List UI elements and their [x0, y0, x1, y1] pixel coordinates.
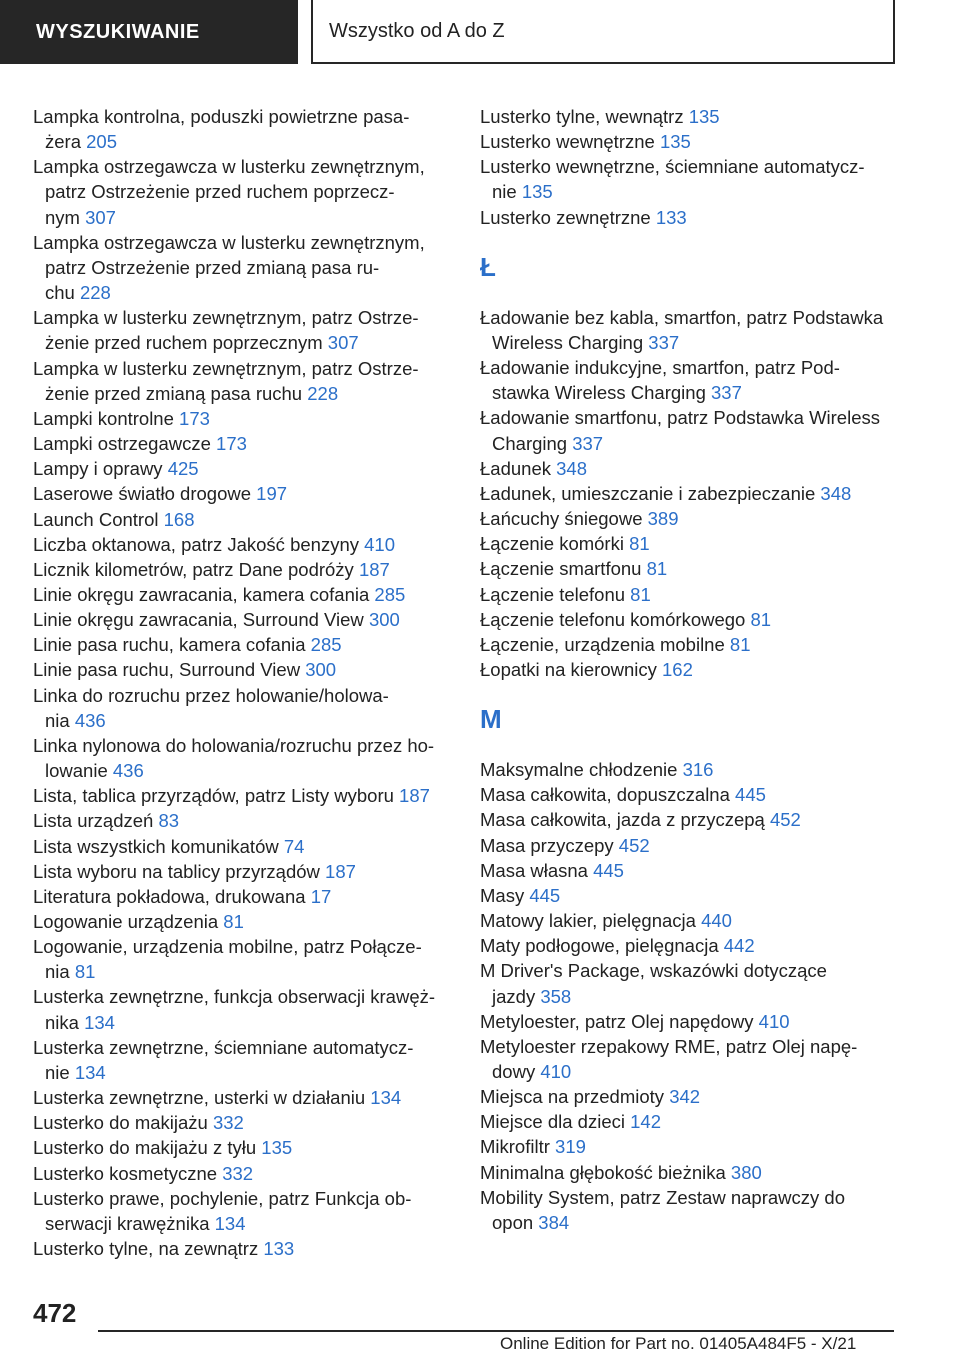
index-entry [33, 733, 453, 783]
entry-text: Łańcuchy śniegowe [480, 508, 643, 530]
entry-text: żera [45, 131, 81, 153]
entry-text: Laserowe światło drogowe [33, 483, 252, 505]
entry-text: Łączenie telefonu [480, 583, 626, 605]
page-link[interactable]: 410 [758, 1010, 790, 1032]
index-entry [33, 356, 453, 406]
page-link[interactable]: 135 [659, 131, 691, 153]
page-link[interactable]: 337 [572, 432, 604, 454]
entry-text: Masa całkowita, dopuszczalna [480, 784, 730, 806]
page-link[interactable]: 358 [540, 985, 572, 1007]
entry-text: Lusterka zewnętrzne, usterki w działaniu [33, 1087, 366, 1109]
page-link[interactable]: 187 [325, 860, 356, 882]
index-entry [480, 807, 930, 832]
entry-text: Metyloester, patrz Olej napędowy [480, 1010, 754, 1032]
index-entry [480, 883, 930, 908]
index-entry [33, 1161, 453, 1186]
index-column-right [480, 104, 930, 1235]
entry-text: jazdy [492, 985, 536, 1007]
entry-text: serwacji krawężnika [45, 1212, 210, 1234]
entry-text: Ładowanie bez kabla, smartfon, patrz Podstawka [480, 306, 884, 328]
index-entry [480, 154, 930, 204]
page-link[interactable]: 332 [222, 1162, 254, 1184]
entry-text: Miejsce dla dzieci [480, 1111, 625, 1133]
index-entry [33, 1135, 453, 1160]
entry-text: Ładunek [480, 457, 551, 479]
entry-text: Ładunek, umieszczanie i zabezpieczanie [480, 482, 816, 504]
entry-text: Linie okręgu zawracania, kamera cofania [33, 583, 370, 605]
index-column-left [33, 104, 453, 1261]
index-entry [33, 1186, 453, 1236]
page-link[interactable]: 307 [327, 332, 359, 354]
page-link[interactable]: 445 [735, 784, 766, 806]
index-group-l-stroke [480, 305, 930, 682]
index-entry [480, 582, 930, 607]
entry-text: Lusterko wewnętrzne, ściemniane automatycz- [480, 156, 865, 178]
index-entry [33, 934, 453, 984]
page-number: 472 [33, 1298, 77, 1328]
index-entry [480, 481, 930, 506]
entry-text: Lampka ostrzegawcza w lusterku zewnętrznym, [33, 231, 425, 253]
entry-text: Lusterko prawe, pochylenie, patrz Funkcja ob- [33, 1187, 412, 1209]
page-link[interactable]: 187 [358, 558, 390, 580]
entry-text: Łączenie komórki [480, 533, 624, 555]
entry-text: Charging [492, 432, 568, 454]
entry-text: Mikrofiltr [480, 1136, 550, 1158]
page-link[interactable]: 440 [701, 910, 732, 932]
index-entry [480, 1160, 930, 1185]
page-link[interactable]: 452 [618, 834, 650, 856]
section-tab[interactable]: WYSZUKIWANIE [0, 0, 298, 64]
index-entry [480, 833, 930, 858]
entry-text: Masa przyczepy [480, 834, 614, 856]
entry-text: Lusterko zewnętrzne [480, 206, 651, 228]
index-entry [480, 1034, 930, 1084]
page-link[interactable]: 81 [223, 911, 244, 932]
entry-text: Ładowanie smartfonu, patrz Podstawka Wireless [480, 407, 880, 429]
entry-text: Liczba oktanowa, patrz Jakość benzyny [33, 533, 359, 555]
index-entry [33, 557, 453, 582]
page-link[interactable]: 300 [305, 659, 337, 681]
page-link[interactable]: 81 [630, 583, 651, 605]
page-link[interactable]: 134 [84, 1011, 115, 1033]
page-link[interactable]: 380 [730, 1161, 762, 1183]
index-entry [33, 104, 453, 154]
index-entry [33, 834, 453, 859]
index-entry [33, 657, 453, 682]
entry-text: Masa całkowita, jazda z przyczepą [480, 809, 765, 831]
section-letter-l: Ł [480, 251, 496, 282]
entry-text: Lusterko wewnętrzne [480, 131, 655, 153]
index-entry [480, 782, 930, 807]
page-link[interactable]: 384 [538, 1211, 570, 1233]
page-link[interactable]: 307 [85, 206, 116, 228]
page-link[interactable]: 389 [647, 508, 679, 530]
index-entry [480, 657, 930, 682]
entry-text: Maksymalne chłodzenie [480, 759, 678, 781]
index-entry [480, 908, 930, 933]
entry-text: Lusterka zewnętrzne, ściemniane automatycz- [33, 1036, 414, 1058]
entry-text: Lista, tablica przyrządów, patrz Listy wyboru [33, 785, 394, 807]
entry-text: Miejsca na przedmioty [480, 1086, 665, 1108]
page-link[interactable]: 452 [769, 809, 801, 831]
page-link[interactable]: 285 [310, 634, 342, 656]
page-link[interactable]: 425 [167, 458, 199, 480]
entry-text: Linka do rozruchu przez holowanie/holowa- [33, 684, 389, 706]
entry-text: M Driver's Package, wskazówki dotyczące [480, 960, 827, 982]
index-entry [33, 1236, 453, 1261]
entry-text: Lista urządzeń [33, 810, 154, 832]
page-link[interactable]: 168 [163, 508, 195, 530]
page-link[interactable]: 173 [179, 407, 210, 429]
index-entry [33, 456, 453, 481]
entry-text: Łączenie telefonu komórkowego [480, 608, 746, 630]
entry-text: patrz Ostrzeżenie przed ruchem poprzecz- [45, 181, 395, 203]
index-entry [480, 104, 930, 129]
index-entry [33, 532, 453, 557]
page-link[interactable]: 133 [655, 206, 687, 228]
index-entry [480, 305, 930, 355]
entry-text: Lampy i oprawy [33, 458, 163, 480]
page-link[interactable]: 205 [86, 131, 118, 153]
entry-text: Lusterko kosmetyczne [33, 1162, 218, 1184]
entry-text: Lusterko tylne, na zewnątrz [33, 1238, 259, 1260]
entry-text: Linie okręgu zawracania, Surround View [33, 609, 364, 631]
entry-text: nie [45, 1061, 70, 1083]
chapter-title: Wszystko od A do Z [311, 0, 895, 64]
entry-text: Linie pasa ruchu, Surround View [33, 659, 301, 681]
index-entry [33, 607, 453, 632]
page-link[interactable]: 74 [283, 835, 305, 857]
index-entry [480, 405, 930, 455]
page-link[interactable]: 410 [540, 1061, 572, 1082]
entry-text: Lusterka zewnętrzne, funkcja obserwacji krawęż- [33, 986, 436, 1008]
entry-text: Lampka ostrzegawcza w lusterku zewnętrznym, [33, 156, 425, 178]
page-link[interactable]: 81 [750, 608, 772, 630]
entry-text: stawka Wireless Charging [492, 382, 706, 404]
page-link[interactable]: 316 [682, 759, 714, 781]
page-link[interactable]: 134 [214, 1212, 246, 1234]
entry-text: Lusterko tylne, wewnątrz [480, 106, 684, 127]
index-entry [33, 632, 453, 657]
entry-text: opon [492, 1211, 534, 1233]
entry-text: nia [45, 709, 70, 731]
page-link[interactable]: 81 [646, 558, 668, 580]
entry-text: dowy [492, 1061, 536, 1082]
index-entry [33, 808, 453, 833]
entry-text: lowanie [45, 760, 108, 782]
entry-text: nia [45, 961, 70, 983]
page-link[interactable]: 337 [648, 331, 680, 353]
index-entry [33, 884, 453, 909]
entry-text: Łopatki na kierownicy [480, 658, 657, 680]
index-entry [480, 607, 930, 632]
index-entry [33, 1110, 453, 1135]
page-link[interactable]: 436 [74, 709, 106, 731]
index-entry [480, 958, 930, 1008]
entry-text: Licznik kilometrów, patrz Dane podróży [33, 558, 354, 580]
page-link[interactable]: 81 [629, 533, 650, 555]
entry-text: Minimalna głębokość bieżnika [480, 1161, 726, 1183]
index-entry [33, 582, 453, 607]
index-entry [480, 129, 930, 154]
entry-text: Lampka kontrolna, poduszki powietrzne pasa- [33, 106, 410, 127]
page-link[interactable]: 135 [688, 106, 720, 127]
index-entry [33, 431, 453, 456]
entry-text: Logowanie urządzenia [33, 911, 219, 932]
entry-text: Lampka w lusterku zewnętrznym, patrz Ostrze- [33, 307, 419, 329]
index-entry [480, 757, 930, 782]
page-link[interactable]: 83 [158, 810, 180, 832]
index-entry [33, 984, 453, 1034]
entry-text: Lusterko do makijażu z tyłu [33, 1137, 257, 1159]
entry-text: Literatura pokładowa, drukowana [33, 885, 306, 907]
entry-text: Launch Control [33, 508, 159, 530]
index-entry [480, 933, 930, 958]
page-link[interactable]: 173 [216, 433, 247, 455]
index-entry [480, 1109, 930, 1134]
entry-text: Masy [480, 884, 525, 906]
index-entry [33, 909, 453, 934]
index-entry [480, 506, 930, 531]
entry-text: Linie pasa ruchu, kamera cofania [33, 634, 306, 656]
index-entry [480, 1134, 930, 1159]
page-link[interactable]: 319 [555, 1136, 586, 1158]
entry-text: Lampka w lusterku zewnętrznym, patrz Ostrze- [33, 357, 419, 379]
entry-text: żenie przed zmianą pasa ruchu [45, 382, 303, 404]
index-entry [480, 205, 930, 230]
page-link[interactable]: 285 [374, 583, 406, 605]
index-entry [480, 355, 930, 405]
index-entry [480, 1084, 930, 1109]
index-entry [33, 859, 453, 884]
page-link[interactable]: 410 [364, 533, 395, 555]
page-link[interactable]: 81 [74, 961, 96, 983]
page-link[interactable]: 81 [729, 633, 751, 655]
entry-text: Matowy lakier, pielęgnacja [480, 910, 696, 932]
index-entry [33, 305, 453, 355]
index-entry [480, 556, 930, 581]
page-link[interactable]: 133 [263, 1238, 295, 1260]
index-entry [480, 531, 930, 556]
entry-text: Logowanie, urządzenia mobilne, patrz Połącze- [33, 936, 422, 958]
index-entry [33, 481, 453, 506]
entry-text: chu [45, 282, 75, 304]
entry-text: Lampki kontrolne [33, 407, 174, 429]
index-entry [33, 1085, 453, 1110]
index-entry [480, 1185, 930, 1235]
entry-text: Ładowanie indukcyjne, smartfon, patrz Pod- [480, 357, 840, 379]
page-link[interactable]: 300 [368, 609, 400, 631]
page-link[interactable]: 135 [261, 1137, 293, 1159]
section-letter-m: M [480, 704, 502, 735]
entry-text: Metyloester rzepakowy RME, patrz Olej napę- [480, 1035, 858, 1057]
page-link[interactable]: 332 [212, 1112, 244, 1134]
page-header [0, 0, 960, 66]
entry-text: nie [492, 181, 517, 203]
page-link[interactable]: 445 [593, 859, 624, 881]
index-entry [480, 456, 930, 481]
entry-text: patrz Ostrzeżenie przed zmianą pasa ru- [45, 256, 380, 278]
entry-text: Łączenie smartfonu [480, 558, 642, 580]
edition-text: Online Edition for Part no. 01405A484F5 - X/21 [500, 1334, 857, 1353]
entry-text: Masa własna [480, 859, 588, 881]
entry-text: Maty podłogowe, pielęgnacja [480, 935, 719, 957]
page-link[interactable]: 337 [711, 382, 742, 404]
page-link[interactable]: 134 [370, 1087, 402, 1109]
page-link[interactable]: 348 [556, 457, 587, 479]
index-entry [480, 858, 930, 883]
entry-text: Mobility System, patrz Zestaw naprawczy do [480, 1186, 845, 1208]
entry-text: Linka nylonowa do holowania/rozruchu przez ho- [33, 734, 435, 756]
index-entry [33, 230, 453, 305]
page-link[interactable]: 142 [630, 1111, 661, 1133]
index-group-m [480, 757, 930, 1235]
entry-text: Lista wszystkich komunikatów [33, 835, 279, 857]
page-link[interactable]: 342 [669, 1086, 701, 1108]
page-link[interactable]: 162 [662, 658, 693, 680]
page-link[interactable]: 17 [310, 885, 332, 907]
index-entry [33, 507, 453, 532]
index-group-l-entries [480, 104, 930, 230]
page-link[interactable]: 135 [521, 181, 553, 203]
footer-divider [98, 1330, 894, 1332]
page-link[interactable]: 134 [74, 1061, 106, 1083]
entry-text: żenie przed ruchem poprzecznym [45, 332, 323, 354]
index-entry [33, 154, 453, 229]
index-entry [33, 783, 453, 808]
page-link[interactable]: 445 [529, 884, 561, 906]
page-link[interactable]: 228 [307, 382, 339, 404]
page-link[interactable]: 187 [399, 785, 430, 807]
page-link[interactable]: 442 [723, 935, 755, 957]
entry-text: Wireless Charging [492, 331, 644, 353]
index-entry [33, 683, 453, 733]
index-entry [33, 406, 453, 431]
entry-text: nym [45, 206, 80, 228]
entry-text: Lampki ostrzegawcze [33, 433, 211, 455]
index-entry [33, 1035, 453, 1085]
page-link[interactable]: 197 [256, 483, 288, 505]
index-entry [480, 632, 930, 657]
page-link[interactable]: 436 [112, 760, 144, 782]
entry-text: Lista wyboru na tablicy przyrządów [33, 860, 320, 882]
page-link[interactable]: 348 [820, 482, 852, 504]
entry-text: nika [45, 1011, 79, 1033]
page-link[interactable]: 228 [79, 282, 111, 304]
index-entry [480, 1009, 930, 1034]
entry-text: Lusterko do makijażu [33, 1112, 208, 1134]
entry-text: Łączenie, urządzenia mobilne [480, 633, 725, 655]
